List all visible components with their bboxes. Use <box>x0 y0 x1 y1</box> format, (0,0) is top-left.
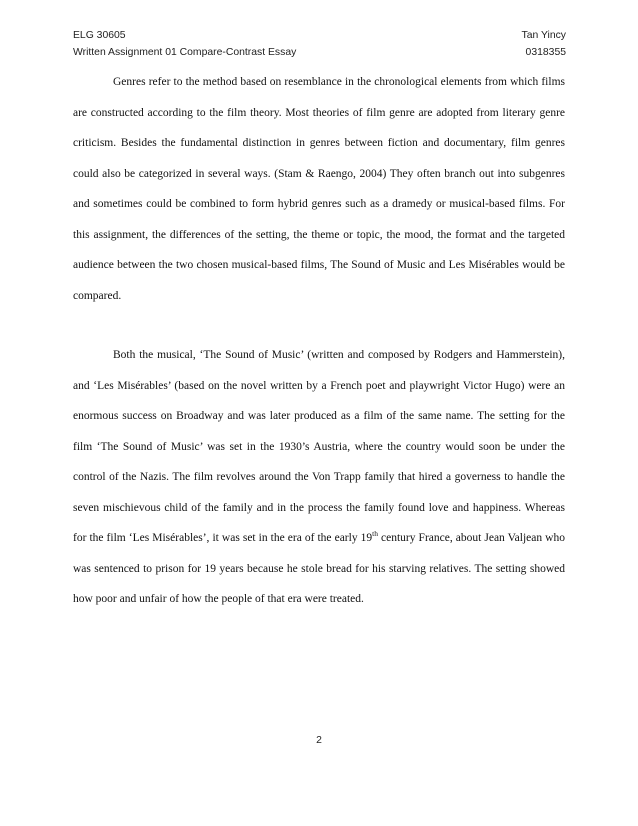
essay-paragraph-1: Genres refer to the method based on resemblance in the chronological elements from which films are constructed according to the film theory. Most theories of film genre are adopted from literary genre criticism. Besides the fundamental distinction in genres between fiction and documentary, film genres could also be categorized in several ways. (Stam & Raengo, 2004) They often branch out into subgenres and sometimes could be combined to form hybrid genres such as a dramedy or musical-based films. For this assignment, the differences of the setting, the theme or topic, the mood, the format and the targeted audience between the two chosen musical-based films, The Sound of Music and Les Misérables would be compared. <box>73 76 565 302</box>
essay-paragraph-2-block <box>73 340 565 615</box>
header-row-1 <box>73 27 566 44</box>
essay-paragraph-2 <box>73 340 565 615</box>
essay-paragraph-1-block <box>73 67 565 311</box>
assignment-title: Written Assignment 01 Compare-Contrast Essay <box>73 47 297 58</box>
student-id: 0318355 <box>525 47 566 58</box>
course-code: ELG 30605 <box>73 30 126 41</box>
ordinal-superscript: th <box>372 529 378 539</box>
page-number: 2 <box>316 735 322 746</box>
page-header <box>73 27 566 61</box>
paragraph-2-text-after: century France, about Jean Valjean who was sentenced to prison for 19 years because he stole bread for his starving relatives. The setting showed how poor and unfair of how the people of that era were treated. <box>73 532 565 605</box>
paragraph-2-text-before: Both the musical, ‘The Sound of Music’ (written and composed by Rodgers and Hammerstein), and ‘Les Misérables’ (based on the novel written by a French poet and playwright Victor Hugo) were an enormous success on Broadway and was later produced as a film of the same name. The setting for the film ‘The Sound of Music’ was set in the 1930’s Austria, where the country would soon be under the control of the Nazis. The film revolves around the Von Trapp family that hired a governess to handle the seven mischievous child of the family and in the process the family found love and happiness. Whereas for the film ‘Les Misérables’, it was set in the era of the early 19 <box>73 349 565 544</box>
header-row-2 <box>73 44 566 61</box>
author-name: Tan Yincy <box>521 30 566 41</box>
